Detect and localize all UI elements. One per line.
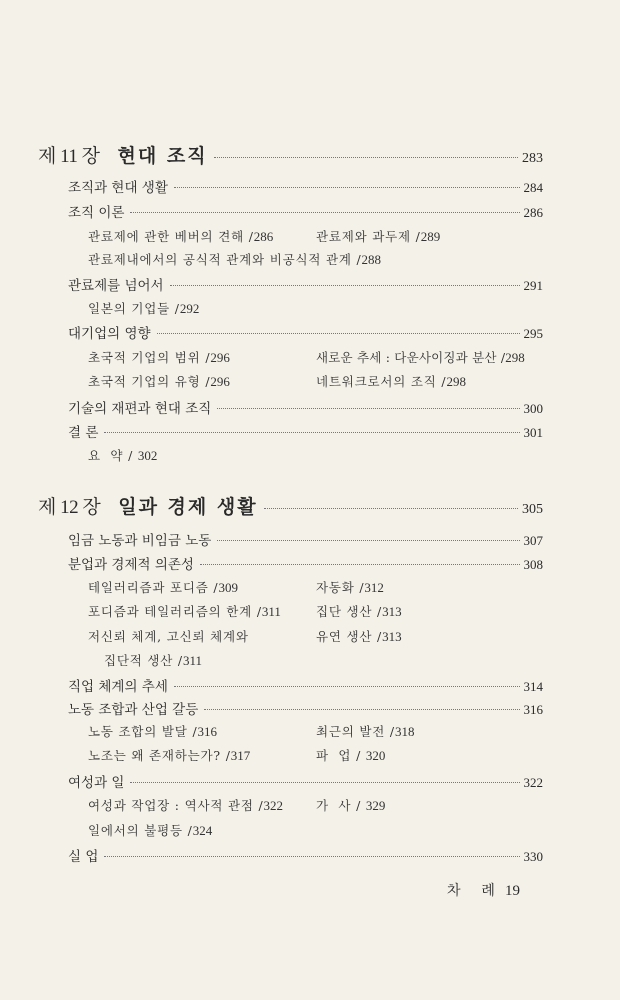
- subsection-title: 저신뢰 체계, 고신뢰 체계와: [88, 629, 249, 644]
- page-number: 311: [182, 653, 202, 668]
- subsection-entry: [316, 746, 385, 764]
- page-number: 305: [522, 502, 543, 517]
- chapter-number: 제 11 장: [38, 146, 100, 167]
- page-number: 307: [523, 533, 543, 548]
- page-number: 288: [361, 252, 382, 267]
- page-number: 322: [523, 775, 543, 790]
- subsection-title: 네트워크로서의 조직 /: [316, 374, 447, 389]
- section-entry: [68, 553, 543, 573]
- page-number: 284: [523, 180, 543, 195]
- section-entry: [68, 529, 543, 549]
- dot-leader: [157, 333, 520, 334]
- section-title: 기술의 재편과 현대 조직: [68, 401, 212, 417]
- section-entry: [68, 176, 543, 196]
- section-entry: [68, 698, 543, 718]
- subsection-entry: [88, 250, 381, 268]
- subsection-entry: [316, 578, 384, 596]
- footer-page-number: 19: [504, 883, 520, 899]
- section-entry: [68, 397, 543, 417]
- subsection-title: 가 사 /: [316, 798, 366, 813]
- subsection-entry: [316, 372, 466, 390]
- section-entry: [68, 322, 543, 342]
- page-number: 296: [210, 350, 230, 365]
- page-number: 313: [382, 604, 402, 619]
- subsection-entry: [88, 746, 250, 764]
- section-title: 노동 조합과 산업 갈등: [68, 702, 199, 718]
- page-number: 298: [505, 350, 525, 365]
- section-entry: [68, 845, 543, 865]
- subsection-entry-continued: [104, 651, 202, 669]
- page-number: 300: [523, 401, 543, 416]
- dot-leader: [217, 408, 519, 409]
- page-number: 298: [446, 374, 466, 389]
- page-number: 330: [523, 849, 543, 864]
- page-number: 296: [210, 374, 230, 389]
- page-number: 286: [253, 229, 274, 244]
- section-entry: [68, 274, 543, 294]
- section-entry: [68, 675, 543, 695]
- subsection-entry: [316, 796, 385, 814]
- dot-leader: [204, 709, 519, 710]
- subsection-title: 노동 조합의 발달 /: [88, 724, 198, 739]
- chapter-title: 현대 조직: [117, 145, 208, 167]
- subsection-entry: [88, 627, 249, 645]
- subsection-title: 최근의 발전 /: [316, 724, 395, 739]
- subsection-entry: [88, 796, 283, 814]
- subsection-entry: [88, 821, 212, 839]
- page-number: 311: [261, 604, 281, 619]
- subsection-entry: [316, 627, 402, 645]
- chapter-title: 일과 경제 생활: [118, 496, 258, 518]
- page-footer: [447, 880, 520, 900]
- page-number: 292: [179, 301, 200, 316]
- section-title: 직업 체계의 추세: [68, 679, 168, 695]
- dot-leader: [104, 856, 519, 857]
- chapter-heading: [38, 492, 543, 519]
- subsection-title: 관료제에 관한 베버의 견해 /: [88, 229, 254, 244]
- page-number: 324: [192, 823, 213, 838]
- subsection-title: 일본의 기업들 /: [88, 301, 180, 316]
- subsection-title: 유연 생산 /: [316, 629, 383, 644]
- subsection-title: 초국적 기업의 유형 /: [88, 374, 211, 389]
- page-number: 291: [523, 278, 543, 293]
- page-number: 301: [523, 425, 543, 440]
- section-entry: [68, 771, 543, 791]
- page-number: 302: [137, 448, 158, 463]
- subsection-entry: [88, 446, 157, 464]
- section-title: 임금 노동과 비임금 노동: [68, 533, 212, 549]
- subsection-entry: [88, 299, 199, 317]
- page-number: 312: [364, 580, 384, 595]
- section-title: 분업과 경제적 의존성: [68, 557, 194, 573]
- page-number: 317: [230, 748, 251, 763]
- subsection-entry: [316, 227, 440, 245]
- subsection-entry: [316, 348, 525, 366]
- page-number: 329: [365, 798, 386, 813]
- dot-leader: [264, 508, 518, 509]
- dot-leader: [130, 212, 519, 213]
- page-number: 322: [263, 798, 284, 813]
- subsection-entry: [88, 602, 281, 620]
- subsection-title: 여성과 작업장 : 역사적 관점 /: [88, 798, 264, 813]
- subsection-title: 노조는 왜 존재하는가? /: [88, 748, 231, 763]
- subsection-entry: [88, 722, 217, 740]
- dot-leader: [217, 540, 519, 541]
- page-number: 308: [523, 557, 543, 572]
- subsection-title: 관료제내에서의 공식적 관계와 비공식적 관계 /: [88, 252, 362, 267]
- dot-leader: [130, 782, 519, 783]
- subsection-entry: [88, 578, 238, 596]
- subsection-title: 테일러리즘과 포디즘 /: [88, 580, 219, 595]
- dot-leader: [170, 285, 520, 286]
- subsection-entry: [88, 372, 230, 390]
- subsection-entry: [88, 348, 230, 366]
- page-number: 314: [523, 679, 543, 694]
- subsection-title: 자동화 /: [316, 580, 365, 595]
- page-number: 316: [197, 724, 217, 739]
- dot-leader: [174, 187, 520, 188]
- page-number: 320: [365, 748, 386, 763]
- page-number: 283: [522, 151, 543, 166]
- section-title: 실 업: [68, 849, 99, 865]
- section-title: 조직 이론: [68, 205, 125, 221]
- subsection-title: 요 약 /: [88, 448, 138, 463]
- chapter-number: 제 12 장: [38, 497, 101, 518]
- page-number: 316: [523, 702, 543, 717]
- section-title: 관료제를 넘어서: [68, 278, 164, 294]
- subsection-title: 초국적 기업의 범위 /: [88, 350, 211, 365]
- page-number: 289: [420, 229, 441, 244]
- page-number: 295: [523, 326, 543, 341]
- subsection-title: 집단 생산 /: [316, 604, 383, 619]
- section-title: 여성과 일: [68, 775, 125, 791]
- subsection-title: 파 업 /: [316, 748, 366, 763]
- section-entry: [68, 421, 543, 441]
- dot-leader: [104, 432, 519, 433]
- subsection-entry: [88, 227, 273, 245]
- dot-leader: [214, 157, 518, 158]
- subsection-entry: [316, 722, 414, 740]
- dot-leader: [174, 686, 520, 687]
- section-entry: [68, 201, 543, 221]
- section-title: 대기업의 영향: [68, 326, 151, 342]
- subsection-title: 일에서의 불평등 /: [88, 823, 193, 838]
- page-number: 313: [382, 629, 402, 644]
- page-number: 286: [523, 205, 543, 220]
- page-number: 309: [218, 580, 238, 595]
- dot-leader: [200, 564, 520, 565]
- subsection-entry: [316, 602, 402, 620]
- subsection-title: 관료제와 과두제 /: [316, 229, 421, 244]
- footer-label: 차 례: [447, 883, 499, 899]
- subsection-title: 집단적 생산 /: [104, 653, 183, 668]
- section-title: 결 론: [68, 425, 99, 441]
- subsection-title: 포디즘과 테일러리즘의 한계 /: [88, 604, 262, 619]
- section-title: 조직과 현대 생활: [68, 180, 168, 196]
- page-number: 318: [394, 724, 415, 739]
- subsection-title: 새로운 추세 : 다운사이징과 분산 /: [316, 350, 506, 365]
- chapter-heading: [38, 141, 543, 168]
